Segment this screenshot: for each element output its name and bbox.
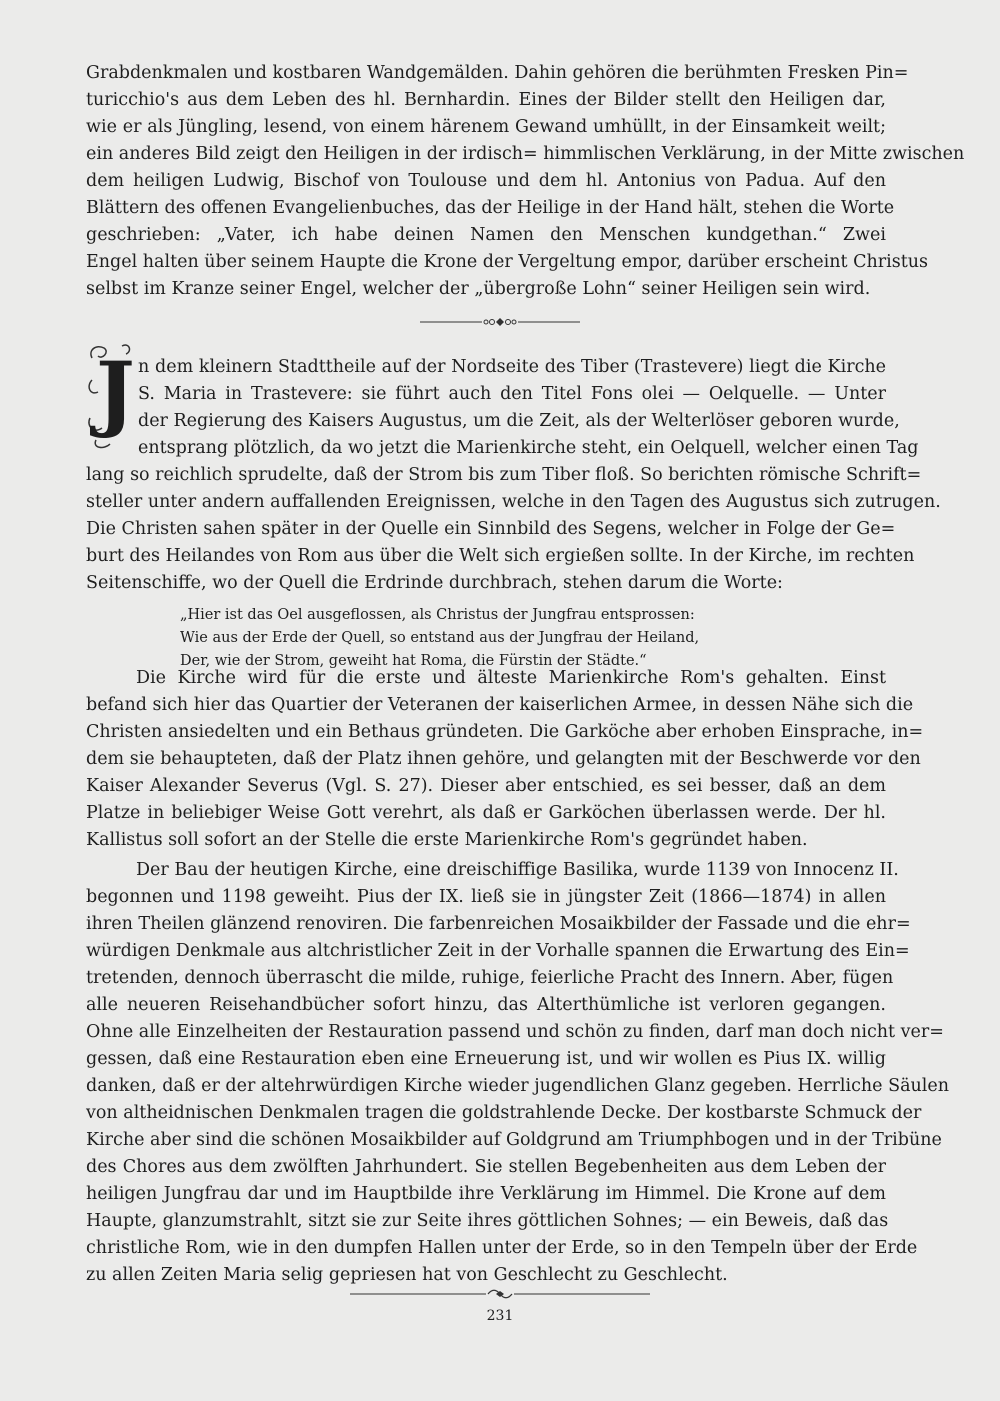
drop-cap-initial [86, 340, 134, 452]
text-line: alle neueren Reisehandbücher sofort hinzu, das Alterthümliche ist verloren gegangen. [86, 995, 886, 1015]
text-line: turicchio's aus dem Leben des hl. Bernhardin. Eines der Bilder stellt den Heiligen dar, [86, 90, 886, 110]
text-line: Platze in beliebiger Weise Gott verehrt, als daß er Garköchen überlassen werde. Der hl. [86, 803, 886, 823]
text-line: christliche Rom, wie in den dumpfen Hallen unter der Erde, so in den Tempeln über der Erde [86, 1238, 918, 1258]
text-line: ihren Theilen glänzend renoviren. Die farbenreichen Mosaikbilder der Fassade und die ehr= [86, 914, 911, 934]
text-line: heiligen Jungfrau dar und im Hauptbilde ihre Verklärung im Himmel. Die Krone auf dem [86, 1184, 886, 1204]
text-line: Der Bau der heutigen Kirche, eine dreischiffige Basilika, wurde 1139 von Innocenz II. [136, 860, 899, 880]
text-line: steller unter andern auffallenden Ereignissen, welche in den Tagen des Augustus sich zutrugen. [86, 492, 941, 512]
verse-line: Der, wie der Strom, geweiht hat Roma, die Fürstin der Städte.“ [180, 653, 647, 669]
text-line: geschrieben: „Vater, ich habe deinen Namen den Menschen kundgethan.“ Zwei [86, 225, 886, 245]
text-line: Grabdenkmalen und kostbaren Wandgemälden. Dahin gehören die berühmten Fresken Pin= [86, 63, 909, 83]
text-line: Engel halten über seinem Haupte die Krone der Vergeltung empor, darüber erscheint Christus [86, 252, 928, 272]
text-line: lang so reichlich sprudelte, daß der Strom bis zum Tiber floß. So berichten römische Schrift= [86, 465, 922, 485]
text-line: ein anderes Bild zeigt den Heiligen in der irdisch= himmlischen Verklärung, in der Mitte zwischen [86, 144, 965, 164]
page-number: 231 [486, 1308, 514, 1324]
text-line: S. Maria in Trastevere: sie führt auch den Titel Fons olei — Oelquelle. — Unter [138, 384, 886, 404]
text-line: burt des Heilandes von Rom aus über die Welt sich ergießen sollte. In der Kirche, im rechten [86, 546, 915, 566]
text-line: würdigen Denkmale aus altchristlicher Zeit in der Vorhalle spannen die Erwartung des Ein= [86, 941, 910, 961]
text-line: des Chores aus dem zwölften Jahrhundert. Sie stellen Begebenheiten aus dem Leben der [86, 1157, 886, 1177]
text-line: zu allen Zeiten Maria selig gepriesen hat von Geschlecht zu Geschlecht. [86, 1265, 728, 1285]
text-line: Christen ansiedelten und ein Bethaus gründeten. Die Garköche aber erhoben Einsprache, in= [86, 722, 924, 742]
ornamental-divider [0, 314, 1000, 334]
ornamental-divider [0, 1286, 1000, 1306]
text-line: Kallistus soll sofort an der Stelle die erste Marienkirche Rom's gegründet haben. [86, 830, 808, 850]
text-line: wie er als Jüngling, lesend, von einem härenem Gewand umhüllt, in der Einsamkeit weilt; [86, 117, 886, 137]
text-line: Seitenschiffe, wo der Quell die Erdrinde durchbrach, stehen darum die Worte: [86, 573, 783, 593]
text-line: Blättern des offenen Evangelienbuches, das der Heilige in der Hand hält, stehen die Worte [86, 198, 895, 218]
text-line: Kirche aber sind die schönen Mosaikbilder auf Goldgrund am Triumphbogen und in der Tribüne [86, 1130, 942, 1150]
text-line: Kaiser Alexander Severus (Vgl. S. 27). Dieser aber entschied, es sei besser, daß an dem [86, 776, 886, 796]
text-line: von altheidnischen Denkmalen tragen die goldstrahlende Decke. Der kostbarste Schmuck der [86, 1103, 922, 1123]
text-line: begonnen und 1198 geweiht. Pius der IX. ließ sie in jüngster Zeit (1866—1874) in allen [86, 887, 886, 907]
text-line: selbst im Kranze seiner Engel, welcher der „übergroße Lohn“ seiner Heiligen sein wird. [86, 279, 871, 299]
drop-cap-letter: J [96, 345, 135, 441]
text-line: tretenden, dennoch überrascht die milde, ruhige, feierliche Pracht des Innern. Aber, fügen [86, 968, 894, 988]
text-line: danken, daß er der altehrwürdigen Kirche wieder jugendlichen Glanz gegeben. Herrliche Säulen [86, 1076, 950, 1096]
text-line: dem sie behaupteten, daß der Platz ihnen gehöre, und gelangten mit der Beschwerde vor den [86, 749, 921, 769]
text-line: Die Kirche wird für die erste und älteste Marienkirche Rom's gehalten. Einst [136, 668, 886, 688]
text-line: n dem kleinern Stadttheile auf der Nordseite des Tiber (Trastevere) liegt die Kirche [138, 357, 886, 377]
text-line: der Regierung des Kaisers Augustus, um die Zeit, als der Welterlöser geboren wurde, [138, 411, 900, 431]
text-line: befand sich hier das Quartier der Veteranen der kaiserlichen Armee, in dessen Nähe sich die [86, 695, 914, 715]
verse-line: Wie aus der Erde der Quell, so entstand aus der Jungfrau der Heiland, [180, 630, 700, 646]
text-line: entsprang plötzlich, da wo jetzt die Marienkirche steht, ein Oelquell, welcher einen Tag [138, 438, 919, 458]
verse-line: „Hier ist das Oel ausgeflossen, als Christus der Jungfrau entsprossen: [180, 607, 695, 623]
text-line: gessen, daß eine Restauration eben eine Erneuerung ist, und wir wollen es Pius IX. willig [86, 1049, 886, 1069]
text-line: Die Christen sahen später in der Quelle ein Sinnbild des Segens, welcher in Folge der Ge= [86, 519, 896, 539]
text-line: Ohne alle Einzelheiten der Restauration passend und schön zu finden, darf man doch nicht ver= [86, 1022, 944, 1042]
text-line: Haupte, glanzumstrahlt, sitzt sie zur Seite ihres göttlichen Sohnes; — ein Beweis, daß das [86, 1211, 889, 1231]
text-line: dem heiligen Ludwig, Bischof von Toulouse und dem hl. Antonius von Padua. Auf den [86, 171, 886, 191]
